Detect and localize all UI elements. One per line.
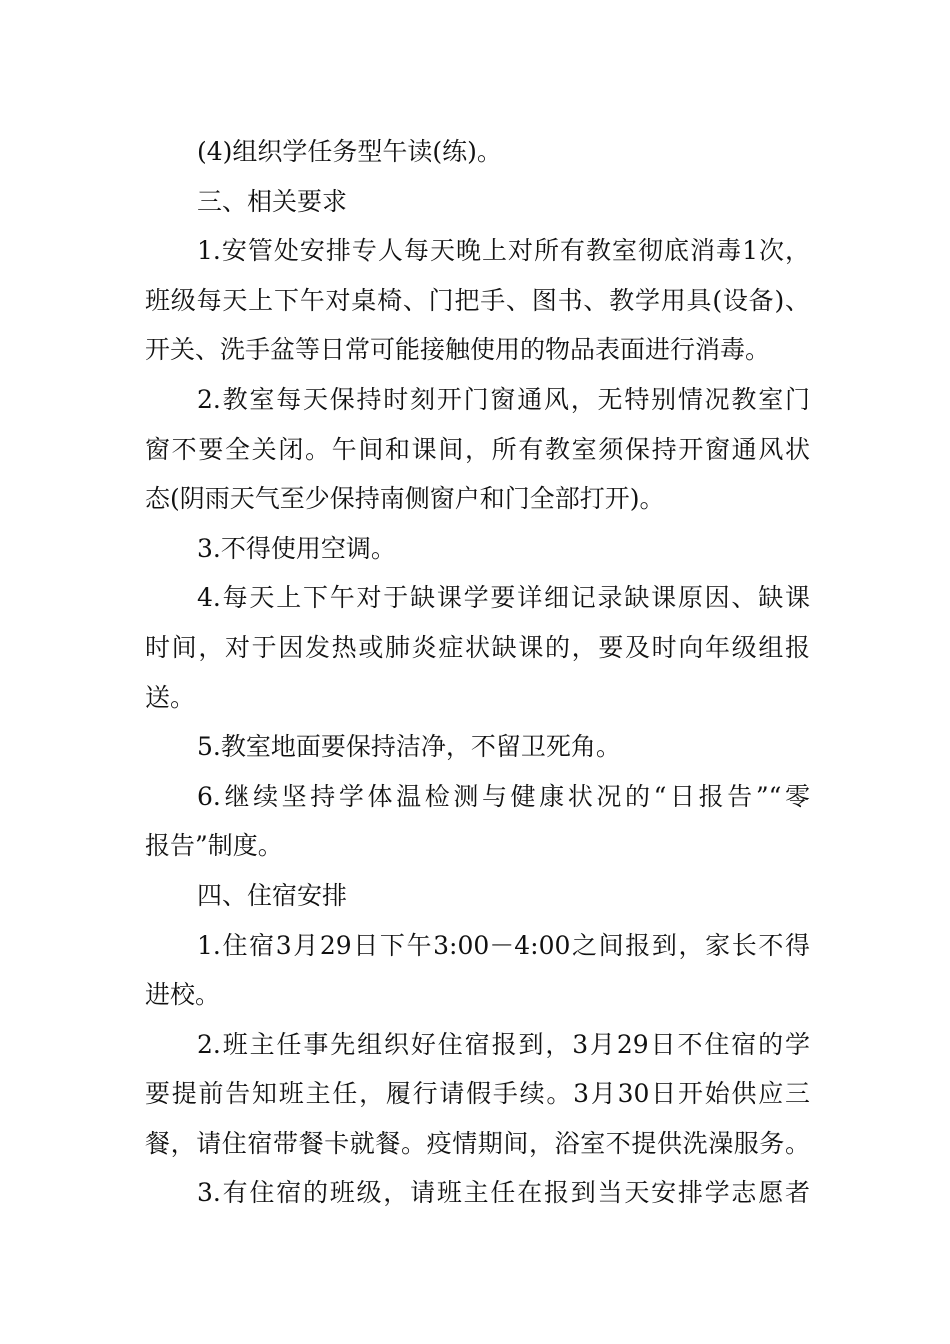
paragraph-line: 2.教室每天保持时刻开门窗通风，无特别情况教室门 (197, 384, 810, 414)
paragraph-line: 态(阴雨天气至少保持南侧窗户和门全部打开)。 (145, 484, 665, 514)
section-heading: 三、相关要求 (197, 186, 348, 216)
paragraph-line: 3.有住宿的班级，请班主任在报到当天安排学志愿者 (197, 1178, 810, 1208)
section-heading: 四、住宿安排 (197, 880, 348, 910)
paragraph-line: 6.继续坚持学体温检测与健康状况的“日报告”“零 (197, 781, 810, 811)
paragraph-line: 2.班主任事先组织好住宿报到，3月29日不住宿的学 (197, 1029, 810, 1059)
paragraph-line: 5.教室地面要保持洁净，不留卫死角。 (197, 732, 621, 762)
paragraph-line: 进校。 (145, 980, 221, 1010)
paragraph-line: 1.住宿3月29日下午3:00－4:00之间报到，家长不得 (197, 930, 810, 960)
paragraph-line: 时间，对于因发热或肺炎症状缺课的，要及时向年级组报 (145, 632, 810, 662)
paragraph-line: 送。 (145, 682, 196, 712)
paragraph-line: 开关、洗手盆等日常可能接触使用的物品表面进行消毒。 (145, 335, 771, 365)
paragraph-line: 要提前告知班主任，履行请假手续。3月30日开始供应三 (145, 1079, 810, 1109)
list-item-text: (4)组织学任务型午读(练)。 (197, 137, 502, 166)
paragraph-line: 餐，请住宿带餐卡就餐。疫情期间，浴室不提供洗澡服务。 (145, 1128, 810, 1158)
paragraph-line: 报告”制度。 (145, 831, 283, 861)
paragraph-line: 窗不要全关闭。午间和课间，所有教室须保持开窗通风状 (145, 434, 810, 464)
paragraph-line: 4.每天上下午对于缺课学要详细记录缺课原因、缺课 (197, 583, 810, 613)
document-body (145, 127, 810, 1218)
paragraph-line: 班级每天上下午对桌椅、门把手、图书、教学用具(设备)、 (145, 285, 810, 315)
paragraph-line: 1.安管处安排专人每天晚上对所有教室彻底消毒1次， (197, 236, 810, 266)
paragraph-line: 3.不得使用空调。 (197, 533, 396, 563)
